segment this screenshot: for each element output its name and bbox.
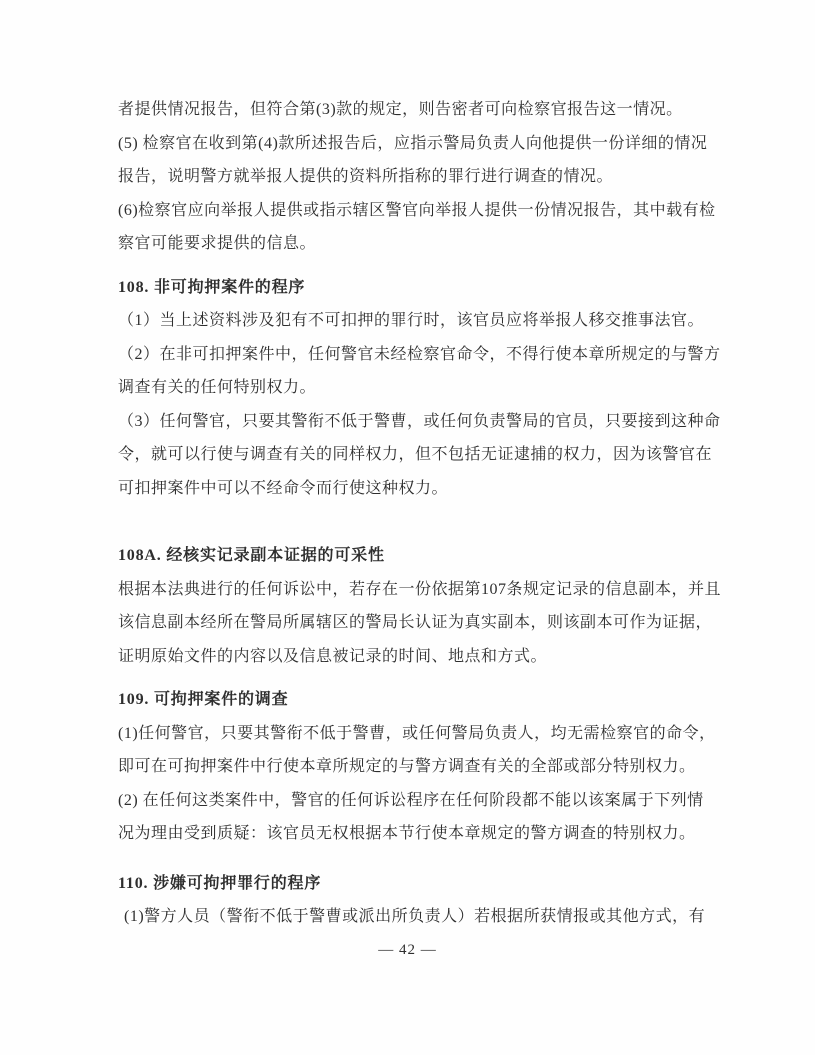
section-heading: 109. 可拘押案件的调查 bbox=[118, 691, 289, 708]
paragraph-line: 者提供情况报告，但符合第(3)款的规定，则告密者可向检察官报告这一情况。 bbox=[118, 101, 683, 118]
section-heading: 110. 涉嫌可拘押罪行的程序 bbox=[118, 874, 322, 892]
paragraph-line: (2) 在任何这类案件中，警官的任何诉讼程序在任何阶段都不能以该案属于下列情 bbox=[118, 791, 704, 809]
paragraph-line: (1)警方人员（警衔不低于警曹或派出所负责人）若根据所获情报或其他方式，有 bbox=[124, 908, 706, 925]
section-109 bbox=[118, 683, 718, 851]
paragraph-line: (1)任何警官，只要其警衔不低于警曹，或任何警局负责人，均无需检察官的命令， bbox=[118, 724, 716, 742]
paragraph-line: 报告，说明警方就举报人提供的资料所指称的罪行进行调查的情况。 bbox=[118, 168, 614, 185]
paragraph-line: 可扣押案件中可以不经命令而行使这种权力。 bbox=[118, 479, 449, 497]
paragraph-line: 调查有关的任何特别权力。 bbox=[118, 379, 317, 396]
paragraph-line: 令，就可以行使与调查有关的同样权力，但不包括无证逮捕的权力，因为该警官在 bbox=[118, 446, 713, 463]
paragraph-line: (5) 检察官在收到第(4)款所述报告后，应指示警局负责人向他提供一份详细的情况 bbox=[118, 134, 708, 152]
paragraph-line: （1）当上述资料涉及犯有不可扣押的罪行时，该官员应将举报人移交推事法官。 bbox=[118, 312, 705, 329]
paragraph-line: 况为理由受到质疑：该官员无权根据本节行使本章规定的警方调查的特别权力。 bbox=[118, 825, 696, 842]
section-heading: 108A. 经核实记录副本证据的可采性 bbox=[118, 547, 385, 564]
paragraph-line: (6)检察官应向举报人提供或指示辖区警官向举报人提供一份情况报告，其中载有检 bbox=[118, 201, 716, 219]
paragraph-line: 该信息副本经所在警局所属辖区的警局长认证为真实副本，则该副本可作为证据， bbox=[118, 614, 713, 631]
paragraph-line: 即可在可拘押案件中行使本章所规定的与警方调查有关的全部或部分特别权力。 bbox=[118, 758, 696, 775]
section-110 bbox=[118, 867, 718, 934]
section-heading: 108. 非可拘押案件的程序 bbox=[118, 278, 306, 296]
page-content bbox=[118, 93, 722, 934]
paragraph-line: （3）任何警官，只要其警衔不低于警曹，或任何负责警局的官员，只要接到这种命 bbox=[118, 412, 721, 430]
intro-paragraph bbox=[118, 93, 718, 261]
section-108a bbox=[118, 539, 722, 673]
paragraph-line: 根据本法典进行的任何诉讼中，若存在一份依据第107条规定记录的信息副本，并且 bbox=[118, 580, 722, 598]
paragraph-line: 证明原始文件的内容以及信息被记录的时间、地点和方式。 bbox=[118, 647, 548, 665]
page-number: — 42 — bbox=[378, 942, 437, 958]
section-108 bbox=[118, 271, 721, 506]
paragraph-line: 察官可能要求提供的信息。 bbox=[118, 235, 317, 252]
paragraph-line: （2）在非可扣押案件中，任何警官未经检察官命令，不得行使本章所规定的与警方 bbox=[118, 345, 721, 363]
